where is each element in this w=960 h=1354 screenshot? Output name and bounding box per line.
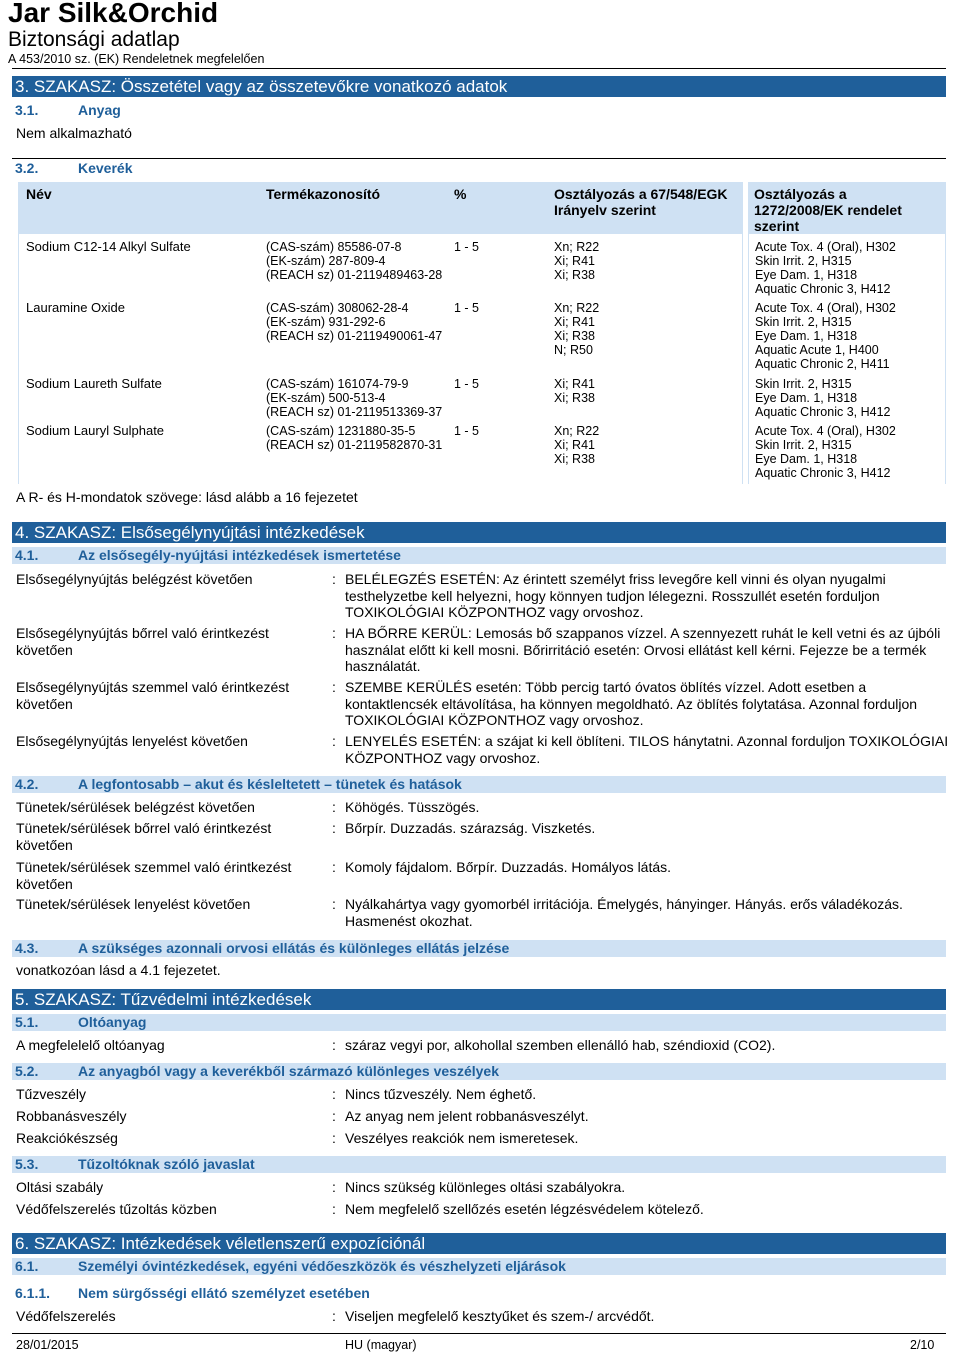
- substance-id: (CAS-szám) 308062-28-4: [266, 301, 409, 315]
- substance-id: (EK-szám) 931-292-6: [266, 315, 386, 329]
- subsection-title: Oltóanyag: [78, 1014, 147, 1030]
- substance-name: Sodium C12-14 Alkyl Sulfate: [26, 239, 191, 254]
- medical-attention-note: vonatkozóan lásd a 4.1 fejezetet.: [16, 962, 221, 978]
- subsection-title: Anyag: [78, 102, 121, 118]
- substance-id: (REACH sz) 01-2119490061-47: [266, 329, 443, 343]
- clp-class: Eye Dam. 1, H318: [755, 329, 858, 343]
- item-value: Komoly fájdalom. Bőrpír. Duzzadás. Homályos látás.: [345, 859, 672, 875]
- eec-class: Xi; R38: [554, 452, 595, 466]
- substance-id: (REACH sz) 01-2119513369-37: [266, 405, 443, 419]
- eec-class: Xi; R38: [554, 268, 595, 282]
- colon: :: [332, 799, 336, 815]
- item-label: A megfelelelő oltóanyag: [16, 1037, 165, 1053]
- col-name-header: Név: [26, 186, 52, 202]
- subsection-4-2: [12, 776, 946, 793]
- colon: :: [332, 1108, 336, 1124]
- colon: :: [332, 1130, 336, 1146]
- footer-date: 28/01/2015: [16, 1338, 79, 1352]
- eec-class: Xi; R41: [554, 438, 595, 452]
- substance-id: (EK-szám) 500-513-4: [266, 391, 386, 405]
- clp-class: Aquatic Acute 1, H400: [755, 343, 879, 357]
- substance-id: (CAS-szám) 161074-79-9: [266, 377, 409, 391]
- item-value: BELÉLEGZÉS ESETÉN: Az érintett személyt friss levegőre kell vinni és olyan nyugalmi testhelyzetbe kell helyezni, hogy könnyen tudjon lélegezni. Rosszullét esetén forduljon TOXIKOLÓGIAI KÖZPONTHOZ vagy orvoshoz.: [345, 571, 886, 620]
- substance-id: (CAS-szám) 85586-07-8: [266, 240, 402, 254]
- colon: :: [332, 679, 336, 695]
- subsection-title: A legfontosabb – akut és késleltetett – tünetek és hatások: [78, 776, 462, 792]
- item-label: Védőfelszerelés tűzoltás közben: [16, 1201, 217, 1217]
- table-header-eec-group: [18, 182, 743, 234]
- clp-class: Eye Dam. 1, H318: [755, 268, 858, 282]
- subsection-4-1: [12, 547, 946, 564]
- clp-class: Skin Irrit. 2, H315: [755, 254, 852, 268]
- substance-note: Nem alkalmazható: [16, 125, 132, 141]
- item-value: Az anyag nem jelent robbanásveszélyt.: [345, 1108, 589, 1124]
- col-eec-header: Osztályozás a 67/548/EGK: [554, 186, 728, 202]
- subsection-title: Személyi óvintézkedések, egyéni védőeszközök és vészhelyzeti eljárások: [78, 1258, 566, 1274]
- colon: :: [332, 571, 336, 587]
- colon: :: [332, 1086, 336, 1102]
- item-label: Tünetek/sérülések bőrrel való érintkezést követően: [16, 820, 272, 853]
- item-label: Tünetek/sérülések lenyelést követően: [16, 896, 251, 912]
- item-value: Veszélyes reakciók nem ismeretesek.: [345, 1130, 579, 1146]
- section-4-header: 4. SZAKASZ: Elsősegélynyújtási intézkedések: [12, 522, 946, 543]
- item-value: LENYELÉS ESETÉN: a szájat ki kell öblíteni. TILOS hánytatni. Azonnal forduljon TOXIKOLÓGIAI KÖZPONTHOZ vagy orvoshoz.: [345, 733, 949, 766]
- section-5-header: 5. SZAKASZ: Tűzvédelmi intézkedések: [12, 989, 946, 1010]
- header-divider: [12, 68, 946, 69]
- eec-class: Xi; R38: [554, 391, 595, 405]
- eec-class: Xi; R41: [554, 377, 595, 391]
- substance-id: (REACH sz) 01-2119489463-28: [266, 268, 443, 282]
- item-label: Oltási szabály: [16, 1179, 104, 1195]
- subsection-6-1-1: [12, 1285, 946, 1302]
- substance-pct: 1 - 5: [454, 301, 480, 315]
- item-label: Robbanásveszély: [16, 1108, 127, 1124]
- subsection-number: 6.1.: [15, 1258, 39, 1274]
- colon: :: [332, 820, 336, 836]
- subsection-6-1: [12, 1258, 946, 1275]
- item-value: Viseljen megfelelő kesztyűket és szem-/ arcvédőt.: [345, 1308, 655, 1324]
- clp-class: Aquatic Chronic 3, H412: [755, 466, 891, 480]
- subsection-5-2: [12, 1063, 946, 1080]
- subsection-number: 5.1.: [15, 1014, 39, 1030]
- company-name: Jar Silk&Orchid: [8, 0, 219, 28]
- item-label: Védőfelszerelés: [16, 1308, 116, 1324]
- subsection-number: 4.1.: [15, 547, 39, 563]
- item-value: Nincs szükség különleges oltási szabályokra.: [345, 1179, 626, 1195]
- col-clp-header: Osztályozás a: [754, 186, 847, 202]
- subsection-title: Keverék: [78, 160, 133, 176]
- table-header-clp: [748, 182, 946, 234]
- substance-id: (REACH sz) 01-2119582870-31: [266, 438, 443, 452]
- colon: :: [332, 733, 336, 749]
- item-label: Elsősegélynyújtás lenyelést követően: [16, 733, 248, 749]
- clp-class: Aquatic Chronic 3, H412: [755, 282, 891, 296]
- item-label: Tűzveszély: [16, 1086, 87, 1102]
- subsection-3-2: [12, 160, 946, 177]
- substance-name: Sodium Lauryl Sulphate: [26, 423, 165, 438]
- subsection-title: Az anyagból vagy a keverékből származó különleges veszélyek: [78, 1063, 499, 1079]
- substance-name: Sodium Laureth Sulfate: [26, 376, 162, 391]
- eec-class: N; R50: [554, 343, 593, 357]
- subsection-number: 6.1.1.: [15, 1285, 51, 1301]
- substance-name: Lauramine Oxide: [26, 300, 125, 315]
- rh-phrases-note: A R- és H-mondatok szövege: lásd alább a 16 fejezetet: [16, 489, 358, 505]
- item-label: Elsősegélynyújtás belégzést követően: [16, 571, 253, 587]
- footer-language: HU (magyar): [345, 1338, 417, 1352]
- item-value: HA BŐRRE KERÜL: Lemosás bő szappanos vízzel. A szennyezett ruhát le kell vetni és az újbóli használat előtt ki kell mosni. Bőrirritáció esetén: Orvosi ellátást kell kérni. Fejezze be a termék használatát.: [345, 625, 941, 674]
- subsection-title: Az elsősegély-nyújtási intézkedések ismertetése: [78, 547, 401, 563]
- item-label: Tünetek/sérülések belégzést követően: [16, 799, 255, 815]
- subsection-title: Tűzoltóknak szóló javaslat: [78, 1156, 255, 1172]
- colon: :: [332, 1179, 336, 1195]
- regulation-reference: A 453/2010 sz. (EK) Rendeletnek megfelelően: [8, 52, 265, 66]
- item-label: Elsősegélynyújtás bőrrel való érintkezést követően: [16, 625, 269, 658]
- eec-class: Xi; R38: [554, 329, 595, 343]
- colon: :: [332, 859, 336, 875]
- eec-class: Xn; R22: [554, 424, 600, 438]
- item-label: Tünetek/sérülések szemmel való érintkezést követően: [16, 859, 292, 892]
- divider: [12, 158, 946, 159]
- clp-class: Aquatic Chronic 2, H411: [755, 357, 890, 371]
- substance-id: (EK-szám) 287-809-4: [266, 254, 386, 268]
- subsection-title: Nem sürgősségi ellátó személyzet esetében: [78, 1285, 370, 1301]
- item-value: Nincs tűzveszély. Nem éghető.: [345, 1086, 537, 1102]
- subsection-5-1: [12, 1014, 946, 1031]
- clp-class: Skin Irrit. 2, H315: [755, 315, 852, 329]
- table-frame: [18, 234, 743, 484]
- section-6-header: 6. SZAKASZ: Intézkedések véletlenszerű expozíciónál: [12, 1233, 946, 1254]
- footer-page-number: 2/10: [910, 1338, 935, 1352]
- colon: :: [332, 1308, 336, 1324]
- clp-class: Eye Dam. 1, H318: [755, 452, 858, 466]
- clp-class: Aquatic Chronic 3, H412: [755, 405, 891, 419]
- clp-class: Skin Irrit. 2, H315: [755, 377, 852, 391]
- section-3-header: 3. SZAKASZ: Összetétel vagy az összetevőkre vonatkozó adatok: [12, 76, 946, 97]
- colon: :: [332, 625, 336, 641]
- subsection-number: 5.2.: [15, 1063, 39, 1079]
- eec-class: Xn; R22: [554, 301, 600, 315]
- subsection-3-1: [12, 102, 946, 119]
- subsection-5-3: [12, 1156, 946, 1173]
- eec-class: Xi; R41: [554, 254, 595, 268]
- substance-pct: 1 - 5: [454, 240, 480, 254]
- subsection-title: A szükséges azonnali orvosi ellátás és különleges ellátás jelzése: [78, 940, 510, 956]
- subsection-4-3: [12, 940, 946, 957]
- subsection-number: 4.3.: [15, 940, 39, 956]
- colon: :: [332, 1037, 336, 1053]
- substance-pct: 1 - 5: [454, 377, 480, 391]
- table-frame: [748, 234, 946, 484]
- subsection-number: 3.2.: [15, 160, 39, 176]
- col-clp-header-2: 1272/2008/EK rendelet: [754, 202, 902, 218]
- clp-class: Acute Tox. 4 (Oral), H302: [755, 424, 896, 438]
- item-label: Reakciókészség: [16, 1130, 118, 1146]
- item-value: SZEMBE KERÜLÉS esetén: Több percig tartó óvatos öblítés vízzel. Adott esetben a kontaktlencsék eltávolítása, ha könnyen megoldható. Az öblítés folytatása. Azonnal forduljon TOXIKOLÓGIAI KÖZPONTHOZ vagy orvoshoz.: [345, 679, 918, 728]
- colon: :: [332, 896, 336, 912]
- col-eec-header-2: Irányelv szerint: [554, 202, 656, 218]
- item-value: Bőrpír. Duzzadás. szárazság. Viszketés.: [345, 820, 596, 836]
- clp-class: Acute Tox. 4 (Oral), H302: [755, 240, 896, 254]
- subsection-number: 5.3.: [15, 1156, 39, 1172]
- clp-class: Eye Dam. 1, H318: [755, 391, 858, 405]
- col-pct-header: %: [454, 186, 467, 202]
- substance-pct: 1 - 5: [454, 424, 480, 438]
- item-value: Nem megfelelő szellőzés esetén légzésvédelem kötelező.: [345, 1201, 704, 1217]
- substance-id: (CAS-szám) 1231880-35-5: [266, 424, 416, 438]
- footer-divider: [12, 1333, 946, 1334]
- subsection-number: 4.2.: [15, 776, 39, 792]
- item-value: száraz vegyi por, alkohollal szemben ellenálló hab, széndioxid (CO2).: [345, 1037, 776, 1053]
- item-value: Köhögés. Tüsszögés.: [345, 799, 480, 815]
- document-title: Biztonsági adatlap: [8, 28, 180, 51]
- clp-class: Skin Irrit. 2, H315: [755, 438, 852, 452]
- col-clp-header-3: szerint: [754, 218, 800, 234]
- eec-class: Xn; R22: [554, 240, 600, 254]
- item-value: Nyálkahártya vagy gyomorbél irritációja. Émelygés, hányinger. Hányás. erős váladékozás. Hasmenést okozhat.: [345, 896, 903, 929]
- eec-class: Xi; R41: [554, 315, 595, 329]
- item-label: Elsősegélynyújtás szemmel való érintkezést követően: [16, 679, 290, 712]
- colon: :: [332, 1201, 336, 1217]
- clp-class: Acute Tox. 4 (Oral), H302: [755, 301, 896, 315]
- subsection-number: 3.1.: [15, 102, 39, 118]
- col-id-header: Termékazonosító: [266, 186, 381, 202]
